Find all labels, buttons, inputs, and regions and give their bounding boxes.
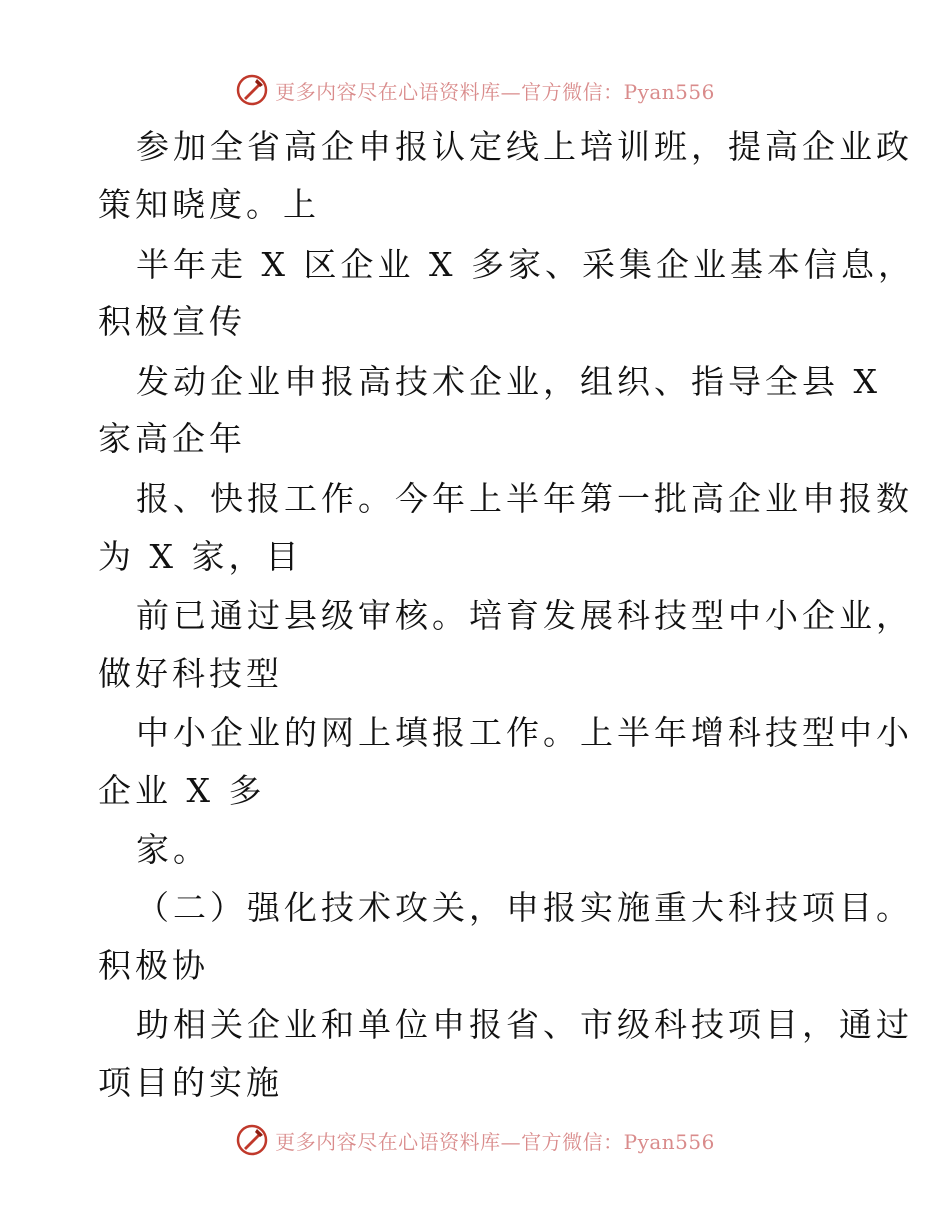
text-line: 积极协	[98, 946, 209, 985]
text-line: 助相关企业和单位申报省、市级科技项目，通过	[136, 1005, 913, 1044]
text-line: 项目的实施	[98, 1063, 283, 1102]
footer-watermark	[0, 1120, 950, 1160]
header-watermark	[0, 70, 950, 110]
text-line: 家高企年	[98, 419, 246, 458]
quill-seal-icon	[235, 73, 269, 107]
text-line: 参加全省高企申报认定线上培训班，提高企业政	[136, 127, 913, 166]
text-line: 报、快报工作。今年上半年第一批高企业申报数	[136, 479, 913, 518]
quill-seal-icon	[235, 1123, 269, 1157]
watermark-text: 更多内容尽在心语资料库—官方微信：Pyan556	[275, 79, 715, 104]
text-line: 为 X 家，目	[98, 537, 303, 576]
text-line: 中小企业的网上填报工作。上半年增科技型中小	[136, 713, 913, 752]
text-line: 前已通过县级审核。培育发展科技型中小企业，	[136, 596, 913, 635]
text-line: 家。	[136, 830, 210, 869]
section-heading: （二）强化技术攻关，申报实施重大科技项目。	[136, 888, 913, 927]
watermark-text: 更多内容尽在心语资料库—官方微信：Pyan556	[275, 1129, 715, 1154]
text-line: 积极宣传	[98, 302, 246, 341]
text-line: 企业 X 多	[98, 771, 266, 810]
text-line: 做好科技型	[98, 654, 283, 693]
text-line: 策知晓度。上	[98, 185, 320, 224]
text-line: 半年走 X 区企业 X 多家、采集企业基本信息，	[136, 245, 915, 284]
text-line: 发动企业申报高技术企业，组织、指导全县 X	[136, 362, 881, 401]
